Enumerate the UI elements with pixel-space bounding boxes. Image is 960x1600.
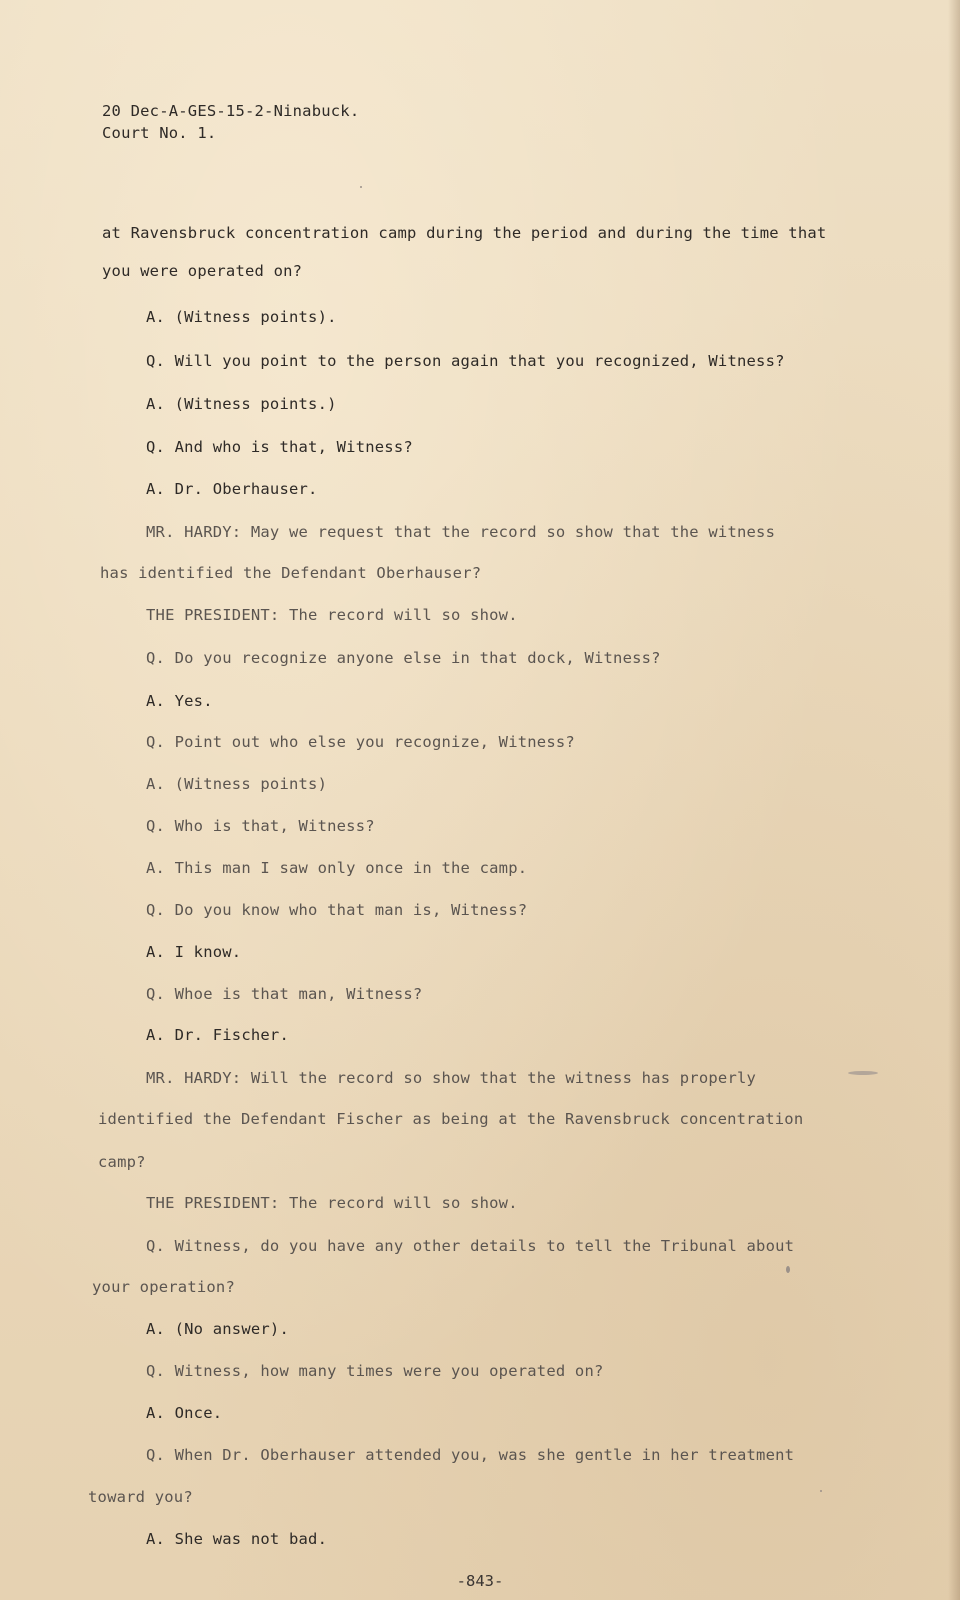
page-number: -843- [456, 1572, 504, 1590]
transcript-line: A. (No answer). [146, 1320, 289, 1338]
transcript-line: THE PRESIDENT: The record will so show. [146, 1194, 518, 1212]
transcript-line: has identified the Defendant Oberhauser? [100, 564, 482, 582]
page-edge-shadow [948, 0, 960, 1600]
transcript-line: A. She was not bad. [146, 1530, 328, 1548]
transcript-line: Q. Witness, do you have any other details to tell the Tribunal about [146, 1237, 795, 1255]
document-header [102, 100, 359, 144]
transcript-line: Q. Witness, how many times were you operated on? [146, 1362, 604, 1380]
transcript-line: Q. Whoe is that man, Witness? [146, 985, 423, 1003]
transcript-line: MR. HARDY: Will the record so show that the witness has properly [146, 1069, 757, 1087]
transcript-line: A. This man I saw only once in the camp. [146, 859, 528, 877]
transcript-line: toward you? [88, 1488, 193, 1506]
transcript-line: A. (Witness points). [146, 308, 337, 326]
transcript-line: Q. Will you point to the person again that you recognized, Witness? [146, 352, 785, 370]
transcript-line: Q. When Dr. Oberhauser attended you, was she gentle in her treatment [146, 1446, 795, 1464]
transcript-line: A. Dr. Fischer. [146, 1026, 289, 1044]
court-number: Court No. 1. [102, 124, 217, 142]
transcript-line: Q. Point out who else you recognize, Witness? [146, 733, 575, 751]
transcript-line: camp? [98, 1153, 146, 1171]
transcript-line: THE PRESIDENT: The record will so show. [146, 606, 518, 624]
transcript-line: your operation? [92, 1278, 235, 1296]
transcript-line: A. (Witness points) [146, 775, 328, 793]
document-id: 20 Dec-A-GES-15-2-Ninabuck. [102, 102, 360, 120]
paper-speck [786, 1266, 790, 1273]
transcript-line: A. Dr. Oberhauser. [146, 480, 318, 498]
transcript-line: Q. Who is that, Witness? [146, 817, 375, 835]
transcript-line: MR. HARDY: May we request that the record so show that the witness [146, 523, 776, 541]
transcript-line: Q. Do you know who that man is, Witness? [146, 901, 528, 919]
transcript-line: Q. Do you recognize anyone else in that dock, Witness? [146, 649, 661, 667]
transcript-line: A. Yes. [146, 692, 213, 710]
transcript-line: you were operated on? [102, 262, 303, 280]
transcript-line: A. (Witness points.) [146, 395, 337, 413]
transcript-line: A. Once. [146, 1404, 223, 1422]
transcript-line: A. I know. [146, 943, 242, 961]
paper-speck [360, 186, 362, 188]
transcript-line: Q. And who is that, Witness? [146, 438, 413, 456]
paper-speck [820, 1490, 822, 1492]
transcript-line: at Ravensbruck concentration camp during the period and during the time that [102, 224, 827, 242]
paper-speck [848, 1071, 878, 1075]
transcript-line: identified the Defendant Fischer as being at the Ravensbruck concentration [98, 1110, 804, 1128]
